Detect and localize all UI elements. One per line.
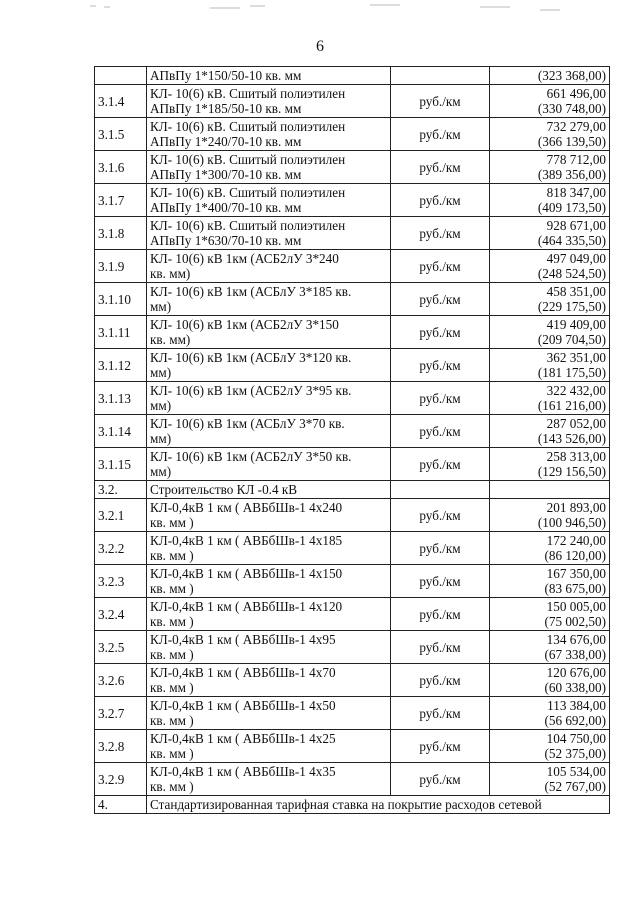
item-description xyxy=(147,118,391,151)
item-description xyxy=(147,697,391,730)
item-unit: руб./км xyxy=(391,598,490,631)
item-number: 3.1.12 xyxy=(95,349,147,382)
item-price xyxy=(490,217,610,250)
table-row xyxy=(95,631,610,664)
description-line: КЛ- 10(6) кВ. Сшитый полиэтилен xyxy=(150,86,346,101)
item-description xyxy=(147,565,391,598)
item-price xyxy=(490,499,610,532)
item-number: 3.2.1 xyxy=(95,499,147,532)
price-full: 113 384,00 xyxy=(547,698,606,713)
price-full: 362 351,00 xyxy=(546,350,606,365)
item-number: 3.1.7 xyxy=(95,184,147,217)
item-unit: руб./км xyxy=(391,415,490,448)
item-price xyxy=(490,598,610,631)
item-description xyxy=(147,664,391,697)
description-line: КЛ- 10(6) кВ 1км (АСБлУ 3*70 кв. xyxy=(150,416,345,431)
item-description xyxy=(147,382,391,415)
item-description xyxy=(147,499,391,532)
table-row xyxy=(95,184,610,217)
scan-noise xyxy=(90,2,570,14)
price-half: (83 675,00) xyxy=(544,581,606,596)
price-half: (86 120,00) xyxy=(544,548,606,563)
description-line: АПвПу 1*185/50-10 кв. мм xyxy=(150,101,302,116)
description-line: КЛ- 10(6) кВ 1км (АСБлУ 3*120 кв. xyxy=(150,350,352,365)
item-description xyxy=(147,349,391,382)
item-unit: руб./км xyxy=(391,349,490,382)
price-full: 419 409,00 xyxy=(546,317,606,332)
item-unit: руб./км xyxy=(391,499,490,532)
table-row xyxy=(95,415,610,448)
item-price xyxy=(490,631,610,664)
price-half: (248 524,50) xyxy=(537,266,606,281)
item-price xyxy=(490,85,610,118)
price-full: 201 893,00 xyxy=(546,500,606,515)
item-price xyxy=(490,184,610,217)
table-row xyxy=(95,499,610,532)
item-price xyxy=(490,283,610,316)
price-half: (209 704,50) xyxy=(537,332,606,347)
item-unit: руб./км xyxy=(391,448,490,481)
price-half: (56 692,00) xyxy=(544,713,606,728)
description-line: мм) xyxy=(150,431,172,446)
item-number: 3.1.8 xyxy=(95,217,147,250)
description-line: АПвПу 1*240/70-10 кв. мм xyxy=(150,134,302,149)
table-row xyxy=(95,118,610,151)
price-half: (389 356,00) xyxy=(537,167,606,182)
description-line: КЛ-0,4кВ 1 км ( АВБбШв-1 4х95 xyxy=(150,632,336,647)
description-line: АПвПу 1*630/70-10 кв. мм xyxy=(150,233,302,248)
item-number: 3.1.9 xyxy=(95,250,147,283)
item-description xyxy=(147,598,391,631)
description-line: КЛ- 10(6) кВ 1км (АСБ2лУ 3*150 xyxy=(150,317,339,332)
item-description xyxy=(147,730,391,763)
item-price xyxy=(490,697,610,730)
price-full: 458 351,00 xyxy=(546,284,606,299)
item-number: 3.2.2 xyxy=(95,532,147,565)
item-unit: руб./км xyxy=(391,250,490,283)
item-unit: руб./км xyxy=(391,316,490,349)
item-number: 3.1.13 xyxy=(95,382,147,415)
price-full: 134 676,00 xyxy=(546,632,606,647)
table-row xyxy=(95,349,610,382)
table-row xyxy=(95,283,610,316)
description-line: КЛ-0,4кВ 1 км ( АВБбШв-1 4х120 xyxy=(150,599,343,614)
price-full: 322 432,00 xyxy=(546,383,606,398)
price-full: 105 534,00 xyxy=(546,764,606,779)
item-price xyxy=(490,349,610,382)
item-number: 3.1.4 xyxy=(95,85,147,118)
price-full: 497 049,00 xyxy=(546,251,606,266)
table-row xyxy=(95,316,610,349)
description-line: кв. мм) xyxy=(150,266,191,281)
price-half: (52 375,00) xyxy=(544,746,606,761)
table-row xyxy=(95,730,610,763)
description-line: КЛ-0,4кВ 1 км ( АВБбШв-1 4х50 xyxy=(150,698,336,713)
item-description xyxy=(147,448,391,481)
item-unit: руб./км xyxy=(391,631,490,664)
item-number: 3.1.15 xyxy=(95,448,147,481)
table-row xyxy=(95,664,610,697)
item-unit: руб./км xyxy=(391,118,490,151)
table-section-row xyxy=(95,481,610,499)
table-row xyxy=(95,565,610,598)
item-description xyxy=(147,184,391,217)
price-full: 287 052,00 xyxy=(546,416,606,431)
item-description xyxy=(147,316,391,349)
price-half: (67 338,00) xyxy=(544,647,606,662)
description-line: кв. мм ) xyxy=(150,548,194,563)
table-row xyxy=(95,763,610,796)
price-half: (464 335,50) xyxy=(537,233,606,248)
item-price xyxy=(490,415,610,448)
page-number: 6 xyxy=(316,38,324,55)
table-row xyxy=(95,532,610,565)
description-line: КЛ- 10(6) кВ. Сшитый полиэтилен xyxy=(150,152,346,167)
price-full: 258 313,00 xyxy=(546,449,606,464)
description-line: АПвПу 1*300/70-10 кв. мм xyxy=(150,167,302,182)
price-half: (52 767,00) xyxy=(544,779,606,794)
description-line: кв. мм ) xyxy=(150,614,194,629)
description-line: АПвПу 1*400/70-10 кв. мм xyxy=(150,200,302,215)
item-description xyxy=(147,532,391,565)
item-number: 3.2.6 xyxy=(95,664,147,697)
item-unit: руб./км xyxy=(391,565,490,598)
table-row xyxy=(95,448,610,481)
item-description xyxy=(147,67,391,85)
price-half: (330 748,00) xyxy=(537,101,606,116)
description-line: КЛ- 10(6) кВ. Сшитый полиэтилен xyxy=(150,119,346,134)
price-half: (75 002,50) xyxy=(544,614,606,629)
description-line: КЛ- 10(6) кВ 1км (АСБлУ 3*185 кв. xyxy=(150,284,352,299)
item-description: Стандартизированная тарифная ставка на покрытие расходов сетевой xyxy=(147,796,610,814)
price-full: 150 005,00 xyxy=(546,599,606,614)
price-full: 732 279,00 xyxy=(546,119,606,134)
price-half: (60 338,00) xyxy=(544,680,606,695)
item-number: 3.1.5 xyxy=(95,118,147,151)
description-line: КЛ- 10(6) кВ 1км (АСБ2лУ 3*50 кв. xyxy=(150,449,352,464)
description-line: КЛ- 10(6) кВ. Сшитый полиэтилен xyxy=(150,185,346,200)
item-price xyxy=(490,565,610,598)
item-unit xyxy=(391,481,490,499)
price-half: (229 175,50) xyxy=(537,299,606,314)
item-number: 3.1.11 xyxy=(95,316,147,349)
price-table xyxy=(94,66,610,814)
table-row xyxy=(95,85,610,118)
description-line: КЛ-0,4кВ 1 км ( АВБбШв-1 4х240 xyxy=(150,500,343,515)
price-full: 778 712,00 xyxy=(546,152,606,167)
item-price xyxy=(490,448,610,481)
description-line: кв. мм ) xyxy=(150,713,194,728)
item-number xyxy=(95,67,147,85)
item-description xyxy=(147,283,391,316)
price-half: (181 175,50) xyxy=(537,365,606,380)
item-number: 3.2.5 xyxy=(95,631,147,664)
section-number: 3.2. xyxy=(95,481,147,499)
price-half: (161 216,00) xyxy=(537,398,606,413)
description-line: КЛ- 10(6) кВ 1км (АСБ2лУ 3*240 xyxy=(150,251,339,266)
item-price xyxy=(490,118,610,151)
table-footer-row xyxy=(95,796,610,814)
price-full: 661 496,00 xyxy=(546,86,606,101)
item-price xyxy=(490,763,610,796)
item-description xyxy=(147,631,391,664)
item-unit: руб./км xyxy=(391,697,490,730)
item-price xyxy=(490,250,610,283)
description-line: кв. мм ) xyxy=(150,647,194,662)
item-price xyxy=(490,532,610,565)
item-unit: руб./км xyxy=(391,85,490,118)
item-number: 3.1.6 xyxy=(95,151,147,184)
item-number: 3.2.7 xyxy=(95,697,147,730)
item-description xyxy=(147,250,391,283)
table-row xyxy=(95,217,610,250)
item-unit: руб./км xyxy=(391,184,490,217)
price-half: (100 946,50) xyxy=(537,515,606,530)
description-line: мм) xyxy=(150,398,172,413)
item-number: 3.2.3 xyxy=(95,565,147,598)
item-unit: руб./км xyxy=(391,217,490,250)
item-unit: руб./км xyxy=(391,763,490,796)
description-line: КЛ-0,4кВ 1 км ( АВБбШв-1 4х25 xyxy=(150,731,336,746)
price-half: (143 526,00) xyxy=(537,431,606,446)
description-line: кв. мм ) xyxy=(150,515,194,530)
item-price xyxy=(490,382,610,415)
description-line: мм) xyxy=(150,464,172,479)
table-row-fragment xyxy=(95,67,610,85)
description-line: кв. мм) xyxy=(150,332,191,347)
item-price xyxy=(490,730,610,763)
description-line: кв. мм ) xyxy=(150,581,194,596)
price-full: 104 750,00 xyxy=(546,731,606,746)
item-description xyxy=(147,85,391,118)
item-unit: руб./км xyxy=(391,283,490,316)
item-price xyxy=(490,67,610,85)
item-unit: руб./км xyxy=(391,382,490,415)
description-line: КЛ-0,4кВ 1 км ( АВБбШв-1 4х150 xyxy=(150,566,343,581)
price-full: 928 671,00 xyxy=(546,218,606,233)
price-half: (129 156,50) xyxy=(537,464,606,479)
item-unit: руб./км xyxy=(391,664,490,697)
item-number: 3.1.10 xyxy=(95,283,147,316)
item-number: 3.2.9 xyxy=(95,763,147,796)
item-description xyxy=(147,151,391,184)
description-line: КЛ- 10(6) кВ 1км (АСБ2лУ 3*95 кв. xyxy=(150,383,352,398)
price-full: 120 676,00 xyxy=(546,665,606,680)
item-unit: руб./км xyxy=(391,730,490,763)
description-line: кв. мм ) xyxy=(150,746,194,761)
price-full: 167 350,00 xyxy=(546,566,606,581)
description-line: мм) xyxy=(150,299,172,314)
description-line: КЛ- 10(6) кВ. Сшитый полиэтилен xyxy=(150,218,346,233)
item-number: 3.1.14 xyxy=(95,415,147,448)
item-price xyxy=(490,481,610,499)
item-price xyxy=(490,151,610,184)
description-line: КЛ-0,4кВ 1 км ( АВБбШв-1 4х185 xyxy=(150,533,343,548)
item-description xyxy=(147,763,391,796)
table-row xyxy=(95,250,610,283)
item-description xyxy=(147,217,391,250)
price-half: (323 368,00) xyxy=(537,68,606,83)
description-line: мм) xyxy=(150,365,172,380)
item-price xyxy=(490,316,610,349)
item-price xyxy=(490,664,610,697)
table-row xyxy=(95,151,610,184)
price-half: (409 173,50) xyxy=(537,200,606,215)
item-unit xyxy=(391,67,490,85)
table-row xyxy=(95,697,610,730)
table-row xyxy=(95,382,610,415)
price-half: (366 139,50) xyxy=(537,134,606,149)
item-number: 3.2.4 xyxy=(95,598,147,631)
description-line: кв. мм ) xyxy=(150,779,194,794)
price-full: 818 347,00 xyxy=(546,185,606,200)
item-number: 4. xyxy=(95,796,147,814)
description-line: кв. мм ) xyxy=(150,680,194,695)
item-number: 3.2.8 xyxy=(95,730,147,763)
item-unit: руб./км xyxy=(391,532,490,565)
item-description xyxy=(147,415,391,448)
price-full: 172 240,00 xyxy=(546,533,606,548)
section-title: Строительство КЛ -0.4 кВ xyxy=(147,481,391,499)
item-unit: руб./км xyxy=(391,151,490,184)
description-line: АПвПу 1*150/50-10 кв. мм xyxy=(150,68,302,83)
description-line: КЛ-0,4кВ 1 км ( АВБбШв-1 4х35 xyxy=(150,764,336,779)
description-line: КЛ-0,4кВ 1 км ( АВБбШв-1 4х70 xyxy=(150,665,336,680)
table-row xyxy=(95,598,610,631)
